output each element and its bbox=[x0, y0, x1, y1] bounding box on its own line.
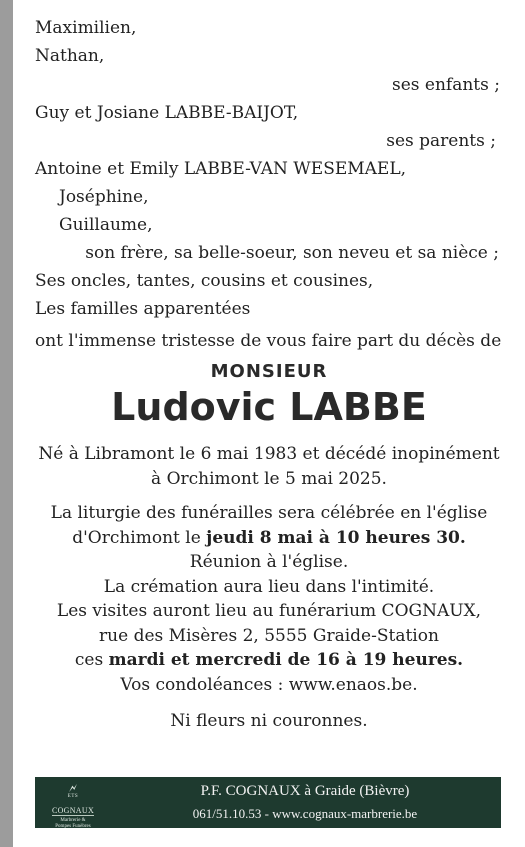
funeral-details bbox=[13, 501, 525, 697]
uncles-line: Ses oncles, tantes, cousins et cousines, bbox=[35, 271, 374, 291]
cognaux-logo bbox=[43, 781, 103, 829]
liturgy-line: La liturgie des funérailles sera célébrée en l'église bbox=[50, 503, 488, 523]
condolences-line: Vos condoléances : www.enaos.be. bbox=[120, 674, 418, 695]
cremation-line: La crémation aura lieu dans l'intimité. bbox=[103, 576, 435, 597]
children-label: ses enfants ; bbox=[392, 75, 500, 95]
siblings-label: son frère, sa belle-soeur, son neveu et sa nièce ; bbox=[85, 243, 499, 263]
liturgy-date-line bbox=[13, 526, 525, 551]
meeting-line: Réunion à l'église. bbox=[189, 552, 349, 572]
parents-label: ses parents ; bbox=[386, 131, 496, 151]
deceased-title: MONSIEUR bbox=[210, 361, 328, 382]
funeral-home-name: P.F. COGNAUX à Graide (Bièvre) bbox=[200, 783, 410, 799]
parents-names: Guy et Josiane LABBE-BAIJOT, bbox=[35, 103, 299, 123]
logo-ets: ETS bbox=[67, 794, 79, 799]
announcement-line: ont l'immense tristesse de vous faire part du décès de bbox=[35, 331, 502, 351]
address-line: rue des Misères 2, 5555 Graide-Station bbox=[99, 625, 439, 646]
liturgy-place: d'Orchimont le bbox=[72, 527, 207, 548]
deceased-name: Ludovic LABBE bbox=[111, 385, 427, 429]
death-line: à Orchimont le 5 mai 2025. bbox=[151, 468, 387, 489]
flowers-text: Ni fleurs ni couronnes. bbox=[170, 711, 368, 731]
flowers-note bbox=[13, 709, 525, 734]
visits-line: Les visites auront lieu au funérarium COGNAUX, bbox=[56, 601, 482, 621]
liturgy-date: jeudi 8 mai à 10 heures 30. bbox=[206, 527, 466, 548]
visit-times-prefix: ces bbox=[74, 650, 109, 670]
logo-brand: COGNAUX bbox=[51, 806, 95, 815]
child-name: Maximilien, bbox=[35, 18, 137, 38]
brother-names: Antoine et Emily LABBE-VAN WESEMAEL, bbox=[35, 159, 407, 179]
left-margin-bar bbox=[0, 0, 13, 847]
niece-name: Joséphine, bbox=[59, 187, 149, 207]
death-notice bbox=[13, 0, 525, 847]
funeral-home-contact: 061/51.10.53 - www.cognaux-marbrerie.be bbox=[192, 806, 418, 821]
logo-sub: Pompes Funèbres bbox=[55, 824, 91, 829]
birth-death-info bbox=[13, 442, 525, 491]
visit-times-line bbox=[13, 648, 525, 673]
funeral-home-banner bbox=[35, 777, 501, 828]
families-line: Les familles apparentées bbox=[35, 299, 251, 319]
visit-times: mardi et mercredi de 16 à 19 heures. bbox=[108, 650, 464, 670]
nephew-name: Guillaume, bbox=[59, 215, 153, 235]
logo-sub: Marbrerie & bbox=[60, 818, 86, 823]
birth-line: Né à Libramont le 6 mai 1983 et décédé inopinément bbox=[38, 444, 500, 464]
flame-icon: 🗲 bbox=[69, 781, 77, 795]
child-name: Nathan, bbox=[35, 46, 105, 66]
